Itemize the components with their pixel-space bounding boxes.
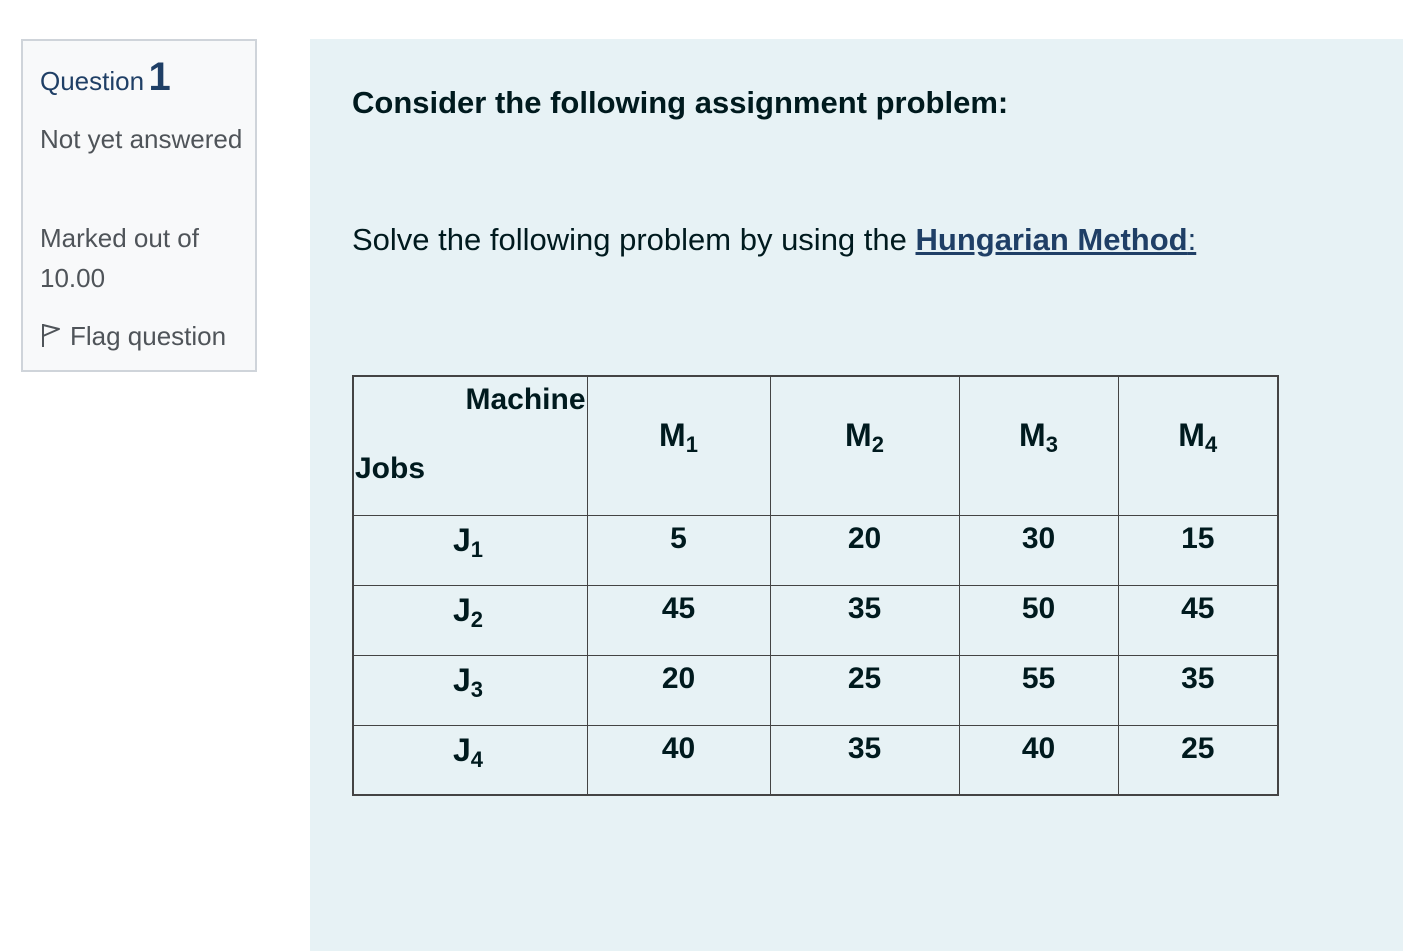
table-cell: 25 xyxy=(1118,725,1278,795)
flag-icon xyxy=(40,318,70,355)
table-cell: 5 xyxy=(587,515,770,585)
table-cell: 35 xyxy=(770,725,959,795)
question-heading: Consider the following assignment problem: xyxy=(352,85,1009,120)
table-cell: 20 xyxy=(587,655,770,725)
table-cell: 15 xyxy=(1118,515,1278,585)
table-cell: 30 xyxy=(959,515,1118,585)
table-cell: 50 xyxy=(959,585,1118,655)
table-cell: 35 xyxy=(770,585,959,655)
table-row xyxy=(353,725,1278,795)
table-row xyxy=(353,655,1278,725)
machine-label: Machine xyxy=(465,383,586,416)
table-cell: 40 xyxy=(587,725,770,795)
flag-question-button[interactable] xyxy=(40,318,226,355)
question-instruction xyxy=(352,222,1196,258)
flag-question-label: Flag question xyxy=(70,321,227,351)
table-cell: 25 xyxy=(770,655,959,725)
row-header-j1: $J_1$ xyxy=(353,515,587,585)
question-state: Not yet answered xyxy=(40,124,243,154)
row-header-j3: $J_3$ xyxy=(353,655,587,725)
column-header-m1: $M_1$ xyxy=(587,376,770,515)
table-row xyxy=(353,585,1278,655)
table-cell: 55 xyxy=(959,655,1118,725)
assignment-table xyxy=(352,375,1279,796)
corner-cell xyxy=(353,376,587,515)
question-title xyxy=(40,55,171,100)
table-cell: 35 xyxy=(1118,655,1278,725)
column-header-m4: $M_4$ xyxy=(1118,376,1278,515)
question-word: Question xyxy=(40,66,145,96)
table-cell: 45 xyxy=(1118,585,1278,655)
table-cell: 40 xyxy=(959,725,1118,795)
jobs-label: Jobs xyxy=(355,452,426,485)
table-header-row xyxy=(353,376,1278,515)
table-cell: 45 xyxy=(587,585,770,655)
instruction-suffix: : xyxy=(1187,222,1197,257)
row-header-j2: $J_2$ xyxy=(353,585,587,655)
column-header-m2: $M_2$ xyxy=(770,376,959,515)
hungarian-method-link[interactable]: Hungarian Method xyxy=(915,222,1188,257)
table-row xyxy=(353,515,1278,585)
table-cell: 20 xyxy=(770,515,959,585)
row-header-j4: $J_4$ xyxy=(353,725,587,795)
question-content xyxy=(310,39,1403,951)
question-number: 1 xyxy=(148,55,171,99)
instruction-text: Solve the following problem by using the xyxy=(352,222,916,257)
question-grade: Marked out of 10.00 xyxy=(40,223,199,293)
question-info-box xyxy=(21,39,257,372)
column-header-m3: $M_3$ xyxy=(959,376,1118,515)
